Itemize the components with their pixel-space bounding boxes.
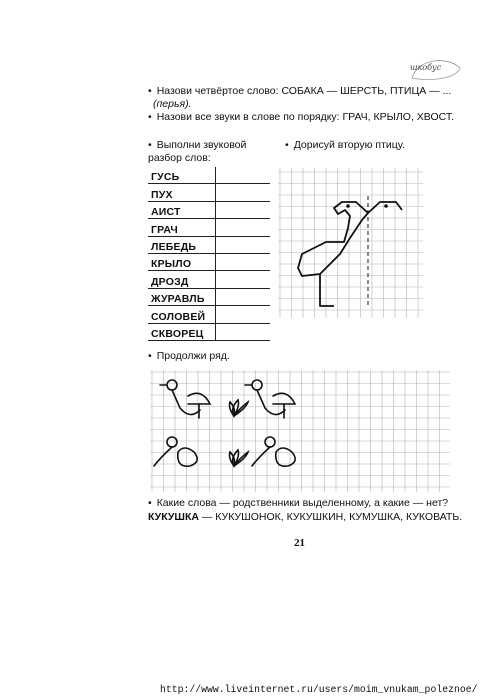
word-row (148, 219, 270, 236)
bird-outline (298, 202, 368, 276)
bird-leg (320, 274, 334, 306)
word-row (148, 254, 270, 271)
grid-lines (150, 370, 450, 492)
bullet: • (148, 350, 152, 362)
task-relatives-question: Какие слова — родственники выделенному, а какие — нет? (156, 497, 449, 509)
word-row (148, 237, 270, 254)
word-label: ЖУРАВЛЬ (151, 293, 205, 306)
task-draw-bird-text: Дорисуй вторую птицу. (293, 139, 405, 151)
task-fourth-word-text: Назови четвёртое слово: СОБАКА — ШЕРСТЬ, ПТИЦА — ... (156, 85, 452, 97)
logo-graphic (404, 54, 464, 82)
bird-figure (252, 437, 295, 466)
task-continue-row (148, 349, 230, 363)
word-row (148, 184, 270, 201)
task-fourth-word-answer: (перья). (153, 98, 192, 110)
word-row (148, 324, 270, 341)
task-continue-row-text: Продолжи ряд. (156, 350, 230, 362)
word-label: АИСТ (151, 206, 181, 219)
heron-figure (160, 380, 210, 418)
bullet: • (148, 85, 152, 97)
word-row (148, 167, 270, 184)
word-label: ДРОЗД (151, 275, 189, 288)
task-analysis-line1: Выполни звуковой (156, 139, 247, 151)
bullet: • (148, 139, 152, 151)
word-row (148, 271, 270, 288)
page-number: 21 (294, 537, 305, 549)
related-words: — КУКУШОНОК, КУКУШКИН, КУМУШКА, КУКОВАТЬ. (198, 511, 463, 523)
bullet: • (285, 139, 289, 151)
task-fourth-word (148, 84, 451, 98)
task-analysis (148, 138, 246, 152)
logo-text: шкобус (410, 63, 442, 72)
word-analysis-table (148, 167, 270, 341)
word-label: СОЛОВЕЙ (151, 310, 206, 323)
second-bird-start (368, 202, 402, 213)
task-draw-bird (285, 138, 405, 152)
word-label: ГУСЬ (151, 171, 180, 184)
bullet: • (148, 497, 152, 509)
bird-eye (346, 204, 350, 208)
footer-url[interactable]: http://www.liveinternet.ru/users/moim_vnukam_poleznoe/ (160, 684, 478, 695)
task-sounds-text: Назови все звуки в слове по порядку: ГРАЧ, КРЫЛО, ХВОСТ. (156, 111, 455, 123)
heron-figure (245, 380, 295, 418)
word-row (148, 306, 270, 323)
publisher-logo (404, 54, 464, 82)
bird-figure (298, 202, 402, 306)
task-relatives-words (148, 510, 462, 524)
bullet: • (148, 111, 152, 123)
word-row (148, 202, 270, 219)
word-label: СКВОРЕЦ (151, 327, 204, 340)
highlighted-word: КУКУШКА (148, 511, 199, 523)
word-label: КРЫЛО (151, 258, 192, 271)
bird-eye-second (384, 204, 388, 208)
word-label: ЛЕБЕДЬ (151, 240, 197, 253)
task-sounds (148, 110, 454, 124)
word-label: ГРАЧ (151, 223, 178, 236)
task-analysis-line2: разбор слов: (148, 152, 211, 164)
pattern-row-1 (160, 380, 295, 418)
bird-drawing-grid (278, 168, 423, 318)
task-relatives (148, 496, 448, 510)
word-row (148, 289, 270, 306)
bird-figure (154, 437, 197, 466)
word-label: ПУХ (151, 188, 173, 201)
grid-lines (278, 168, 423, 318)
pattern-grid (150, 370, 450, 492)
